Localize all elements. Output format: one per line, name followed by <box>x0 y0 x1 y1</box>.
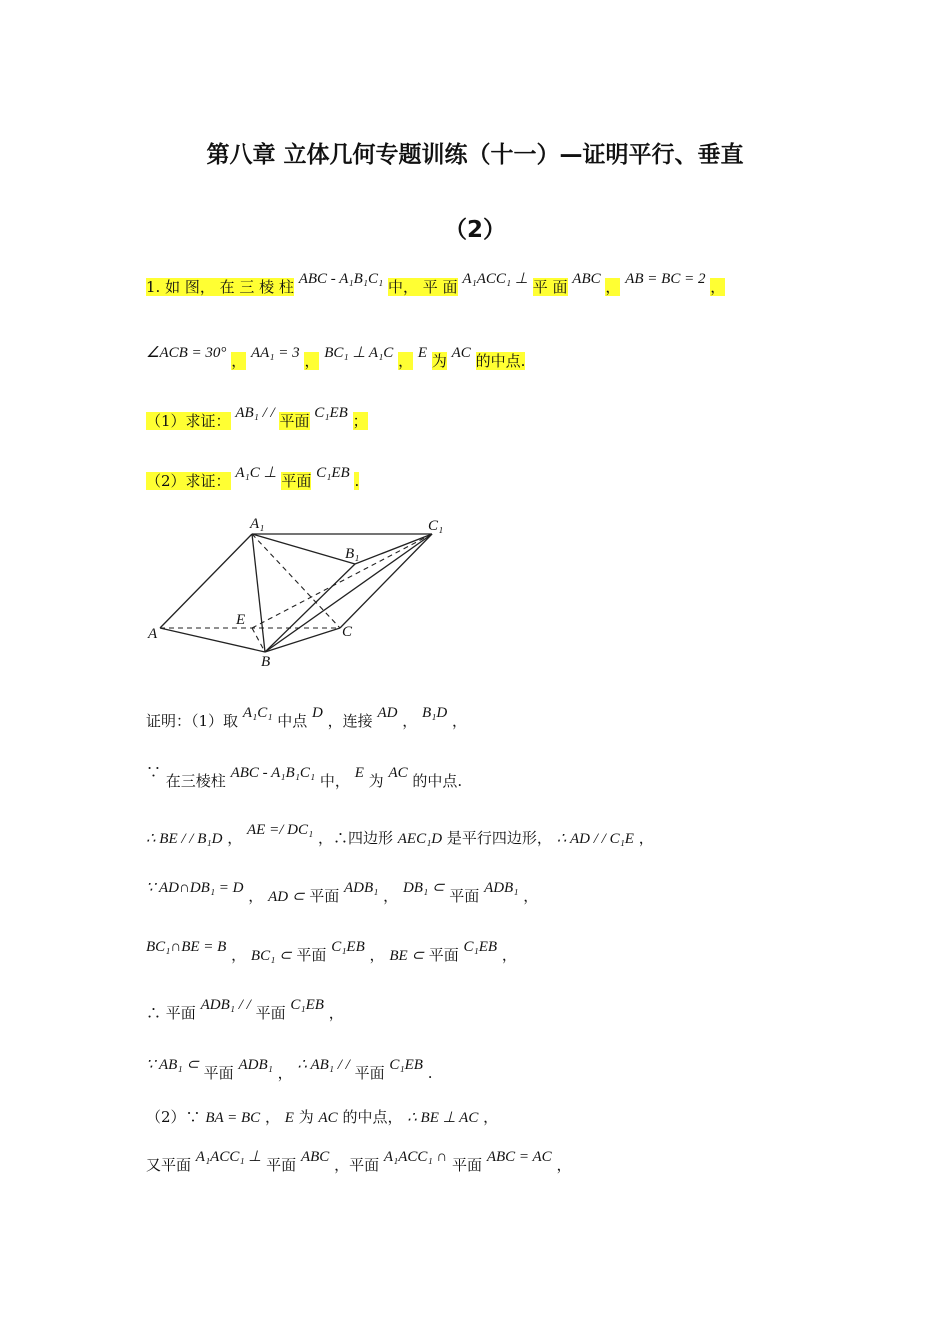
problem-line-1: 1. 如 图， 在 三 棱 柱 ABC - A₁B₁C₁ 中， 平 面 A₁ACC₁ ⊥ 平 面 ABC ， AB = BC = 2 ， <box>146 271 726 296</box>
label-C1: C₁ <box>428 518 444 534</box>
question-1: （1）求证： AB₁ / / 平面 C₁EB ； <box>146 405 368 430</box>
prism-figure <box>140 512 460 672</box>
question-2: （2）求证： A₁C ⊥ 平面 C₁EB . <box>146 465 360 490</box>
proof-line-6: ∴ 平面 ADB₁ / / 平面 C₁EB ， <box>146 997 344 1022</box>
proof-line-9: 又平面 A₁ACC₁ ⊥ 平面 ABC ，平面 A₁ACC₁ ∩ 平面 ABC = AC ， <box>146 1149 572 1174</box>
label-B1: B₁ <box>345 546 360 562</box>
label-E: E <box>236 612 246 628</box>
edge-A-B <box>160 628 265 652</box>
edge-A1-C-hidden <box>252 534 340 628</box>
edge-A1-B <box>252 534 265 652</box>
proof-line-2: ∵ 在三棱柱 ABC - A₁B₁C₁ 中， E 为 AC 的中点. <box>146 763 463 790</box>
title-line-1: 第八章 立体几何专题训练（十一）—证明平行、垂直 <box>206 142 744 168</box>
label-A1: A₁ <box>250 516 265 532</box>
label-A: A <box>148 626 158 642</box>
label-C: C <box>342 624 353 640</box>
label-B: B <box>261 654 271 670</box>
edge-B1-C1 <box>355 534 432 564</box>
proof-line-3: ∴ BE / / B₁D ， AE =/ DC₁ ，∴四边形 AEC₁D 是平行四边形， ∴ AD / / C₁E ， <box>146 822 654 847</box>
proof-line-7: ∵ AB₁ ⊂ 平面 ADB₁ ， ∴ AB₁ / / 平面 C₁EB . <box>146 1057 433 1082</box>
proof-line-8: （2）∵ BA = BC ， E 为 AC 的中点， ∴ BE ⊥ AC ， <box>146 1108 499 1126</box>
proof-line-4: ∵ AD∩DB₁ = D ， AD ⊂ 平面 ADB₁ ， DB₁ ⊂ 平面 ADB₁ ， <box>146 880 539 905</box>
edge-B-C <box>265 628 340 652</box>
edge-A1-B1 <box>252 534 355 564</box>
proof-line-1: 证明：（1）取 A₁C₁ 中点 D ，连接 AD ， B₁D ， <box>146 705 468 730</box>
proof-line-5: BC₁∩BE = B ， BC₁ ⊂ 平面 C₁EB ， BE ⊂ 平面 C₁EB ， <box>146 939 517 964</box>
problem-line-2: ∠ACB = 30° ， AA₁ = 3 ， BC₁ ⊥ A₁C ， E 为 AC 的中点. <box>146 345 526 370</box>
title-line-2: （2） <box>443 217 506 243</box>
segment-E-C1-hidden <box>252 534 432 628</box>
